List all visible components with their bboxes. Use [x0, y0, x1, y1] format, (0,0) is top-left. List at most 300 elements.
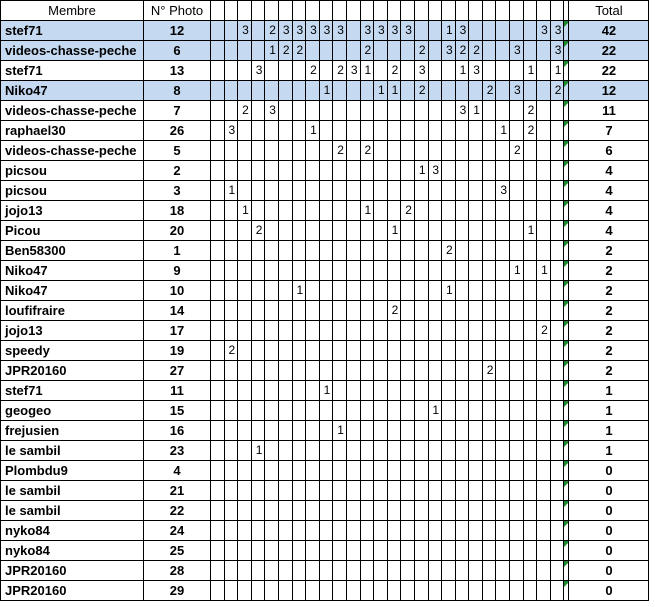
vote-cell[interactable]: 2 [278, 41, 292, 61]
vote-cell[interactable] [401, 261, 415, 281]
vote-cell[interactable] [428, 561, 442, 581]
vote-cell[interactable] [482, 381, 496, 401]
vote-cell[interactable]: 3 [360, 21, 374, 41]
vote-cell[interactable] [455, 501, 469, 521]
vote-cell[interactable] [346, 461, 360, 481]
vote-cell[interactable] [414, 201, 428, 221]
vote-cell[interactable]: 1 [550, 61, 564, 81]
vote-cell[interactable] [401, 241, 415, 261]
vote-cell[interactable] [510, 121, 524, 141]
vote-cell[interactable] [374, 361, 388, 381]
vote-cell[interactable]: 1 [523, 61, 537, 81]
vote-cell[interactable] [224, 541, 238, 561]
member-cell[interactable]: geogeo [1, 401, 144, 421]
vote-cell[interactable] [238, 81, 252, 101]
vote-cell[interactable] [333, 41, 347, 61]
header-vote-column[interactable] [482, 1, 496, 21]
vote-cell[interactable] [251, 521, 265, 541]
vote-cell[interactable] [428, 501, 442, 521]
vote-cell[interactable] [523, 81, 537, 101]
vote-cell[interactable] [482, 161, 496, 181]
vote-cell[interactable] [414, 541, 428, 561]
total-cell[interactable]: 7 [569, 121, 649, 141]
vote-cell[interactable]: 1 [360, 201, 374, 221]
vote-cell[interactable] [238, 501, 252, 521]
vote-cell[interactable] [401, 321, 415, 341]
vote-cell[interactable] [428, 141, 442, 161]
vote-cell[interactable] [401, 61, 415, 81]
vote-cell[interactable] [401, 301, 415, 321]
photo-number-cell[interactable]: 8 [144, 81, 211, 101]
vote-cell[interactable] [537, 381, 551, 401]
vote-cell[interactable] [292, 401, 306, 421]
vote-cell[interactable]: 2 [387, 301, 401, 321]
header-vote-column[interactable] [550, 1, 564, 21]
vote-cell[interactable] [292, 341, 306, 361]
vote-cell[interactable] [469, 321, 483, 341]
vote-cell[interactable] [428, 321, 442, 341]
vote-cell[interactable] [319, 201, 333, 221]
vote-cell[interactable] [523, 441, 537, 461]
vote-cell[interactable]: 2 [414, 81, 428, 101]
total-cell[interactable]: 6 [569, 141, 649, 161]
vote-cell[interactable] [360, 521, 374, 541]
vote-cell[interactable] [360, 281, 374, 301]
member-cell[interactable]: le sambil [1, 501, 144, 521]
vote-cell[interactable]: 3 [238, 21, 252, 41]
vote-cell[interactable] [251, 561, 265, 581]
vote-cell[interactable] [265, 321, 279, 341]
vote-cell[interactable]: 2 [523, 121, 537, 141]
vote-cell[interactable] [482, 141, 496, 161]
vote-cell[interactable] [224, 101, 238, 121]
vote-cell[interactable] [523, 21, 537, 41]
vote-cell[interactable]: 3 [319, 21, 333, 41]
vote-cell[interactable] [428, 61, 442, 81]
vote-cell[interactable] [550, 541, 564, 561]
vote-cell[interactable] [510, 201, 524, 221]
vote-cell[interactable] [510, 381, 524, 401]
vote-cell[interactable] [374, 281, 388, 301]
vote-cell[interactable]: 2 [238, 101, 252, 121]
vote-cell[interactable] [469, 241, 483, 261]
vote-cell[interactable] [442, 161, 456, 181]
vote-cell[interactable] [251, 381, 265, 401]
vote-cell[interactable] [469, 561, 483, 581]
photo-number-cell[interactable]: 5 [144, 141, 211, 161]
vote-cell[interactable] [265, 381, 279, 401]
vote-cell[interactable] [374, 401, 388, 421]
vote-cell[interactable] [333, 261, 347, 281]
vote-cell[interactable] [319, 61, 333, 81]
vote-cell[interactable] [510, 321, 524, 341]
vote-cell[interactable] [251, 181, 265, 201]
vote-cell[interactable] [292, 121, 306, 141]
vote-cell[interactable] [319, 41, 333, 61]
vote-cell[interactable]: 1 [442, 281, 456, 301]
vote-cell[interactable] [469, 201, 483, 221]
vote-cell[interactable] [401, 541, 415, 561]
vote-cell[interactable] [387, 41, 401, 61]
vote-cell[interactable] [401, 581, 415, 601]
vote-cell[interactable] [306, 281, 320, 301]
vote-cell[interactable] [428, 261, 442, 281]
vote-cell[interactable] [387, 161, 401, 181]
member-cell[interactable]: jojo13 [1, 321, 144, 341]
vote-cell[interactable] [537, 401, 551, 421]
vote-cell[interactable] [387, 201, 401, 221]
vote-cell[interactable] [292, 441, 306, 461]
vote-cell[interactable] [469, 161, 483, 181]
vote-cell[interactable] [523, 241, 537, 261]
vote-cell[interactable] [224, 201, 238, 221]
vote-cell[interactable]: 3 [442, 41, 456, 61]
vote-cell[interactable] [251, 161, 265, 181]
vote-cell[interactable] [346, 501, 360, 521]
vote-cell[interactable] [306, 321, 320, 341]
vote-cell[interactable]: 3 [224, 121, 238, 141]
total-cell[interactable]: 22 [569, 61, 649, 81]
vote-cell[interactable] [360, 481, 374, 501]
vote-cell[interactable]: 2 [333, 141, 347, 161]
vote-cell[interactable] [510, 461, 524, 481]
vote-cell[interactable] [469, 441, 483, 461]
vote-cell[interactable] [278, 101, 292, 121]
vote-cell[interactable] [442, 561, 456, 581]
member-cell[interactable]: picsou [1, 161, 144, 181]
vote-cell[interactable] [469, 81, 483, 101]
vote-cell[interactable] [442, 541, 456, 561]
vote-cell[interactable] [306, 261, 320, 281]
vote-cell[interactable] [374, 221, 388, 241]
vote-cell[interactable] [360, 121, 374, 141]
vote-cell[interactable] [442, 81, 456, 101]
vote-cell[interactable] [510, 281, 524, 301]
member-cell[interactable]: le sambil [1, 441, 144, 461]
vote-cell[interactable] [265, 201, 279, 221]
vote-cell[interactable] [387, 561, 401, 581]
vote-cell[interactable] [442, 401, 456, 421]
vote-cell[interactable]: 1 [537, 261, 551, 281]
vote-cell[interactable] [523, 141, 537, 161]
vote-cell[interactable] [360, 221, 374, 241]
vote-cell[interactable] [537, 461, 551, 481]
vote-cell[interactable] [523, 321, 537, 341]
vote-cell[interactable] [455, 121, 469, 141]
vote-cell[interactable] [292, 261, 306, 281]
vote-cell[interactable] [265, 501, 279, 521]
vote-cell[interactable] [455, 241, 469, 261]
vote-cell[interactable] [414, 361, 428, 381]
vote-cell[interactable] [469, 181, 483, 201]
header-vote-column[interactable] [278, 1, 292, 21]
vote-cell[interactable] [374, 241, 388, 261]
vote-cell[interactable] [292, 201, 306, 221]
vote-cell[interactable] [211, 321, 225, 341]
vote-cell[interactable] [455, 221, 469, 241]
vote-cell[interactable] [211, 101, 225, 121]
vote-cell[interactable] [333, 241, 347, 261]
vote-cell[interactable] [211, 581, 225, 601]
vote-cell[interactable] [374, 341, 388, 361]
vote-cell[interactable] [346, 181, 360, 201]
vote-cell[interactable] [523, 541, 537, 561]
vote-cell[interactable] [238, 181, 252, 201]
vote-cell[interactable] [401, 101, 415, 121]
vote-cell[interactable] [523, 261, 537, 281]
vote-cell[interactable] [442, 341, 456, 361]
vote-cell[interactable] [224, 301, 238, 321]
vote-cell[interactable] [469, 261, 483, 281]
member-cell[interactable]: JPR20160 [1, 361, 144, 381]
vote-cell[interactable] [537, 301, 551, 321]
vote-cell[interactable] [292, 521, 306, 541]
vote-cell[interactable] [346, 421, 360, 441]
vote-cell[interactable] [278, 241, 292, 261]
vote-cell[interactable] [523, 201, 537, 221]
vote-cell[interactable] [319, 101, 333, 121]
vote-cell[interactable] [251, 481, 265, 501]
vote-cell[interactable] [387, 501, 401, 521]
vote-cell[interactable] [333, 361, 347, 381]
vote-cell[interactable] [251, 501, 265, 521]
vote-cell[interactable] [319, 221, 333, 241]
vote-cell[interactable] [292, 501, 306, 521]
vote-cell[interactable] [469, 521, 483, 541]
vote-cell[interactable] [510, 221, 524, 241]
vote-cell[interactable] [265, 141, 279, 161]
vote-cell[interactable] [550, 181, 564, 201]
vote-cell[interactable] [550, 221, 564, 241]
member-cell[interactable]: videos-chasse-peche [1, 101, 144, 121]
vote-cell[interactable] [442, 221, 456, 241]
vote-cell[interactable] [537, 81, 551, 101]
vote-cell[interactable] [414, 241, 428, 261]
vote-cell[interactable] [482, 321, 496, 341]
vote-cell[interactable] [496, 321, 510, 341]
vote-cell[interactable]: 2 [537, 321, 551, 341]
vote-cell[interactable] [455, 441, 469, 461]
total-cell[interactable]: 2 [569, 341, 649, 361]
vote-cell[interactable] [401, 161, 415, 181]
vote-cell[interactable] [496, 301, 510, 321]
vote-cell[interactable] [414, 561, 428, 581]
vote-cell[interactable] [414, 441, 428, 461]
vote-cell[interactable] [442, 501, 456, 521]
vote-cell[interactable] [482, 221, 496, 241]
vote-cell[interactable]: 1 [224, 181, 238, 201]
vote-cell[interactable] [414, 581, 428, 601]
vote-cell[interactable] [428, 541, 442, 561]
vote-cell[interactable] [414, 121, 428, 141]
header-vote-column[interactable] [211, 1, 225, 21]
vote-cell[interactable]: 2 [401, 201, 415, 221]
vote-cell[interactable]: 1 [496, 121, 510, 141]
vote-cell[interactable] [306, 341, 320, 361]
vote-cell[interactable] [482, 501, 496, 521]
vote-cell[interactable] [319, 121, 333, 141]
vote-cell[interactable] [238, 261, 252, 281]
vote-cell[interactable] [319, 341, 333, 361]
vote-cell[interactable]: 1 [469, 101, 483, 121]
total-cell[interactable]: 2 [569, 241, 649, 261]
vote-cell[interactable] [374, 301, 388, 321]
vote-cell[interactable]: 2 [360, 141, 374, 161]
vote-cell[interactable] [224, 581, 238, 601]
header-vote-column[interactable] [346, 1, 360, 21]
vote-cell[interactable] [265, 541, 279, 561]
vote-cell[interactable] [428, 101, 442, 121]
vote-cell[interactable] [374, 441, 388, 461]
vote-cell[interactable] [414, 21, 428, 41]
vote-cell[interactable] [428, 181, 442, 201]
vote-cell[interactable] [510, 361, 524, 381]
vote-cell[interactable] [374, 461, 388, 481]
vote-cell[interactable] [428, 41, 442, 61]
vote-cell[interactable]: 1 [387, 81, 401, 101]
vote-cell[interactable] [251, 201, 265, 221]
photo-number-cell[interactable]: 29 [144, 581, 211, 601]
vote-cell[interactable] [523, 421, 537, 441]
total-cell[interactable]: 22 [569, 41, 649, 61]
vote-cell[interactable] [278, 141, 292, 161]
header-vote-column[interactable] [442, 1, 456, 21]
vote-cell[interactable] [346, 341, 360, 361]
vote-cell[interactable]: 1 [387, 221, 401, 241]
vote-cell[interactable] [211, 241, 225, 261]
vote-cell[interactable] [537, 441, 551, 461]
vote-cell[interactable] [319, 561, 333, 581]
vote-cell[interactable]: 2 [387, 61, 401, 81]
vote-cell[interactable] [346, 321, 360, 341]
total-cell[interactable]: 4 [569, 221, 649, 241]
total-cell[interactable]: 0 [569, 541, 649, 561]
vote-cell[interactable] [442, 181, 456, 201]
photo-number-cell[interactable]: 2 [144, 161, 211, 181]
vote-cell[interactable]: 3 [387, 21, 401, 41]
vote-cell[interactable] [319, 481, 333, 501]
vote-cell[interactable]: 3 [510, 81, 524, 101]
vote-cell[interactable] [278, 561, 292, 581]
vote-cell[interactable] [496, 421, 510, 441]
vote-cell[interactable] [510, 441, 524, 461]
member-cell[interactable]: nyko84 [1, 541, 144, 561]
header-vote-column[interactable] [251, 1, 265, 21]
vote-cell[interactable]: 1 [238, 201, 252, 221]
vote-cell[interactable] [374, 121, 388, 141]
vote-cell[interactable]: 2 [482, 81, 496, 101]
vote-cell[interactable] [414, 281, 428, 301]
vote-cell[interactable] [537, 121, 551, 141]
vote-cell[interactable] [510, 181, 524, 201]
vote-cell[interactable] [428, 201, 442, 221]
vote-cell[interactable] [333, 481, 347, 501]
vote-cell[interactable] [346, 481, 360, 501]
vote-cell[interactable] [319, 521, 333, 541]
vote-cell[interactable]: 2 [265, 21, 279, 41]
header-vote-column[interactable] [387, 1, 401, 21]
vote-cell[interactable] [414, 461, 428, 481]
vote-cell[interactable] [374, 561, 388, 581]
vote-cell[interactable] [306, 161, 320, 181]
vote-cell[interactable] [211, 481, 225, 501]
vote-cell[interactable] [224, 21, 238, 41]
header-vote-column[interactable] [523, 1, 537, 21]
vote-cell[interactable] [428, 381, 442, 401]
vote-cell[interactable] [387, 401, 401, 421]
vote-cell[interactable] [238, 341, 252, 361]
vote-cell[interactable] [550, 121, 564, 141]
vote-cell[interactable] [469, 341, 483, 361]
vote-cell[interactable] [550, 141, 564, 161]
total-cell[interactable]: 1 [569, 441, 649, 461]
vote-cell[interactable]: 2 [442, 241, 456, 261]
vote-cell[interactable] [211, 81, 225, 101]
vote-cell[interactable] [523, 161, 537, 181]
photo-number-cell[interactable]: 16 [144, 421, 211, 441]
vote-cell[interactable] [346, 381, 360, 401]
member-cell[interactable]: speedy [1, 341, 144, 361]
vote-cell[interactable] [550, 161, 564, 181]
vote-cell[interactable] [482, 481, 496, 501]
vote-cell[interactable] [265, 241, 279, 261]
vote-cell[interactable] [211, 361, 225, 381]
vote-cell[interactable] [455, 421, 469, 441]
vote-cell[interactable] [333, 381, 347, 401]
vote-cell[interactable] [292, 581, 306, 601]
vote-cell[interactable] [550, 341, 564, 361]
vote-cell[interactable] [523, 281, 537, 301]
vote-cell[interactable] [550, 401, 564, 421]
vote-cell[interactable] [482, 581, 496, 601]
vote-cell[interactable] [251, 21, 265, 41]
vote-cell[interactable] [238, 401, 252, 421]
vote-cell[interactable] [537, 561, 551, 581]
header-vote-column[interactable] [238, 1, 252, 21]
vote-cell[interactable] [251, 81, 265, 101]
member-cell[interactable]: videos-chasse-peche [1, 141, 144, 161]
vote-cell[interactable] [238, 541, 252, 561]
vote-cell[interactable] [278, 501, 292, 521]
vote-cell[interactable] [550, 481, 564, 501]
vote-cell[interactable] [211, 421, 225, 441]
vote-cell[interactable] [360, 381, 374, 401]
vote-cell[interactable] [469, 581, 483, 601]
vote-cell[interactable] [387, 141, 401, 161]
vote-cell[interactable] [238, 241, 252, 261]
vote-cell[interactable] [537, 481, 551, 501]
vote-cell[interactable] [510, 481, 524, 501]
vote-cell[interactable]: 3 [510, 41, 524, 61]
vote-cell[interactable] [265, 181, 279, 201]
vote-cell[interactable] [401, 461, 415, 481]
vote-cell[interactable] [455, 181, 469, 201]
photo-number-cell[interactable]: 25 [144, 541, 211, 561]
vote-cell[interactable] [482, 181, 496, 201]
vote-cell[interactable] [510, 581, 524, 601]
vote-cell[interactable] [496, 241, 510, 261]
vote-cell[interactable] [387, 421, 401, 441]
vote-cell[interactable] [211, 61, 225, 81]
vote-cell[interactable] [442, 421, 456, 441]
vote-cell[interactable] [510, 161, 524, 181]
vote-cell[interactable] [319, 141, 333, 161]
vote-cell[interactable]: 1 [414, 161, 428, 181]
vote-cell[interactable] [455, 461, 469, 481]
vote-cell[interactable] [224, 261, 238, 281]
vote-cell[interactable] [306, 181, 320, 201]
vote-cell[interactable] [374, 201, 388, 221]
